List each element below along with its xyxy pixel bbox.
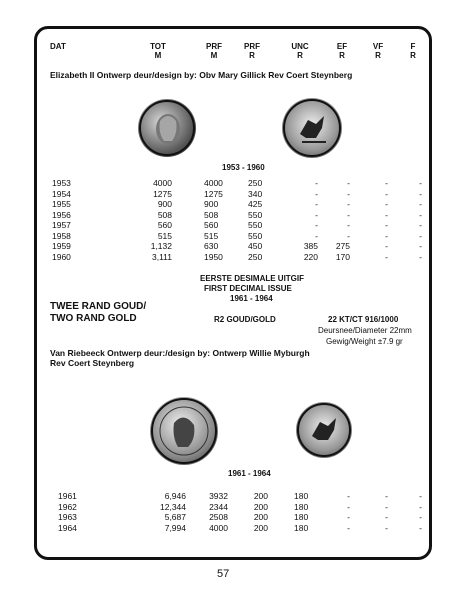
table-row [0, 178, 453, 189]
table-cell: - [385, 220, 388, 230]
table-cell: 180 [294, 522, 309, 533]
table-cell: 630 [204, 241, 219, 251]
table-cell: - [385, 209, 388, 220]
table-cell: 550 [248, 220, 263, 230]
title-line-1: TWEE RAND GOUD/ [50, 301, 147, 312]
table-cell: 550 [248, 230, 263, 241]
table-cell: - [347, 230, 350, 241]
table-cell: 200 [253, 522, 268, 533]
col-vf: VF R [372, 42, 384, 60]
table-cell: - [419, 188, 422, 199]
table-cell: - [419, 220, 422, 230]
issue-line-2: FIRST DECIMAL ISSUE [204, 284, 292, 293]
page-number: 57 [217, 568, 230, 580]
table-cell: 560 [157, 220, 172, 230]
table-cell: - [385, 501, 388, 512]
table-cell: - [347, 220, 350, 230]
table-row [0, 231, 453, 242]
table-cell: - [347, 178, 350, 188]
table-cell: - [419, 241, 422, 251]
table-cell: - [315, 178, 318, 188]
table-cell: - [419, 512, 422, 522]
table-cell: 560 [204, 220, 219, 230]
table-cell: 1954 [52, 188, 71, 199]
col-f: F R [410, 42, 416, 60]
table-row [0, 210, 453, 221]
spec-karat: 22 KT/CT 916/1000 [328, 315, 399, 324]
table-cell: 1963 [58, 512, 77, 522]
section2-period: 1961 - 1964 [228, 469, 271, 478]
table-cell: 180 [294, 501, 309, 512]
table-cell: 515 [157, 230, 172, 241]
table-cell: - [315, 220, 318, 230]
table-cell: 425 [248, 199, 263, 209]
table-row [0, 241, 453, 252]
table-cell: 250 [248, 178, 263, 188]
table-cell: - [347, 188, 350, 199]
table-cell: 180 [294, 512, 309, 522]
table-cell: - [419, 251, 422, 262]
table-cell: 1957 [52, 220, 71, 230]
table-cell: - [315, 230, 318, 241]
table-cell: - [419, 230, 422, 241]
table-cell: 450 [248, 241, 263, 251]
table-cell: - [385, 188, 388, 199]
table-cell: 200 [253, 512, 268, 522]
table-cell: 5,687 [164, 512, 186, 522]
page-border [34, 26, 432, 560]
table-cell: - [315, 199, 318, 209]
table-row [0, 220, 453, 231]
table-row [0, 502, 453, 513]
table-cell: 508 [157, 209, 172, 220]
table-cell: - [347, 501, 350, 512]
table-cell: - [419, 199, 422, 209]
table-row [0, 189, 453, 200]
table-cell: - [419, 491, 422, 501]
table-cell: - [347, 491, 350, 501]
table-cell: - [347, 522, 350, 533]
table-cell: 550 [248, 209, 263, 220]
table-cell: 4000 [204, 178, 223, 188]
table-cell: - [385, 251, 388, 262]
table-cell: - [385, 522, 388, 533]
table-cell: 250 [248, 251, 263, 262]
table-cell: - [315, 209, 318, 220]
spec-diameter: Deursnee/Diameter 22mm [318, 326, 412, 335]
table-cell: 170 [335, 251, 350, 262]
table-cell: 180 [294, 491, 309, 501]
table-row [0, 252, 453, 263]
table-cell: 2508 [209, 512, 228, 522]
table-cell: 515 [204, 230, 219, 241]
table-row [0, 199, 453, 210]
table-cell: - [347, 209, 350, 220]
col-prf-m: PRF M [206, 42, 222, 60]
table-cell: 1960 [52, 251, 71, 262]
table-cell: 1950 [204, 251, 223, 262]
table-cell: 1964 [58, 522, 77, 533]
table-cell: 3932 [209, 491, 228, 501]
table-cell: 1275 [153, 188, 172, 199]
elizabeth-obverse-coin-image [138, 99, 196, 157]
table-cell: - [385, 512, 388, 522]
col-tot: TOT M [150, 42, 166, 60]
table-cell: 1,132 [150, 241, 172, 251]
col-ef: EF R [336, 42, 348, 60]
table-cell: 2344 [209, 501, 228, 512]
table-row [0, 491, 453, 502]
table-cell: - [385, 178, 388, 188]
table-cell: 1275 [204, 188, 223, 199]
table-cell: 1958 [52, 230, 71, 241]
table-cell: 6,946 [164, 491, 186, 501]
table-cell: 4000 [153, 178, 172, 188]
section1-design-line: Elizabeth II Ontwerp deur/design by: Obv Mary Gillick Rev Coert Steynberg [50, 70, 353, 80]
van-riebeeck-obverse-coin-image [150, 397, 218, 465]
section2-design-line-2: Rev Coert Steynberg [50, 358, 135, 368]
table-cell: - [419, 209, 422, 220]
springbok-reverse-coin-image [282, 98, 342, 158]
table-cell: 385 [303, 241, 318, 251]
table-cell: - [419, 522, 422, 533]
table-row [0, 512, 453, 523]
table-cell: 900 [157, 199, 172, 209]
table-cell: 200 [253, 491, 268, 501]
title-line-2: TWO RAND GOLD [50, 313, 137, 324]
table-cell: - [347, 512, 350, 522]
table-cell: 900 [204, 199, 219, 209]
table-row [0, 523, 453, 534]
springbok-1961-reverse-coin-image [296, 402, 352, 458]
table-cell: - [315, 188, 318, 199]
issue-line-1: EERSTE DESIMALE UITGIF [200, 274, 305, 283]
table-cell: 7,994 [164, 522, 186, 533]
table-cell: 1956 [52, 209, 71, 220]
table-cell: 12,344 [160, 501, 186, 512]
table-cell: - [347, 199, 350, 209]
spec-weight: Gewig/Weight ±7.9 gr [326, 337, 403, 346]
table-cell: 340 [248, 188, 263, 199]
table-cell: - [419, 178, 422, 188]
table-cell: - [385, 491, 388, 501]
table-cell: 1961 [58, 491, 77, 501]
table-cell: 4000 [209, 522, 228, 533]
section1-period: 1953 - 1960 [222, 163, 265, 172]
denomination: R2 GOUD/GOLD [214, 315, 276, 324]
table-cell: 1962 [58, 501, 77, 512]
table-cell: - [419, 501, 422, 512]
issue-period: 1961 - 1964 [230, 294, 273, 303]
col-unc: UNC R [291, 42, 309, 60]
table-cell: 1953 [52, 178, 71, 188]
table-cell: 275 [335, 241, 350, 251]
table-cell: - [385, 230, 388, 241]
table-cell: 508 [204, 209, 219, 220]
table-cell: - [385, 241, 388, 251]
table-cell: 200 [253, 501, 268, 512]
col-prf-r: PRF R [244, 42, 260, 60]
table-cell: 1959 [52, 241, 71, 251]
table-cell: 3,111 [151, 251, 172, 262]
table-cell: 220 [303, 251, 318, 262]
table-cell: 1955 [52, 199, 71, 209]
col-dat: DAT [50, 42, 66, 51]
table-cell: - [385, 199, 388, 209]
section2-design-line-1: Van Riebeeck Ontwerp deur:/design by: Ontwerp Willie Myburgh [50, 348, 310, 358]
